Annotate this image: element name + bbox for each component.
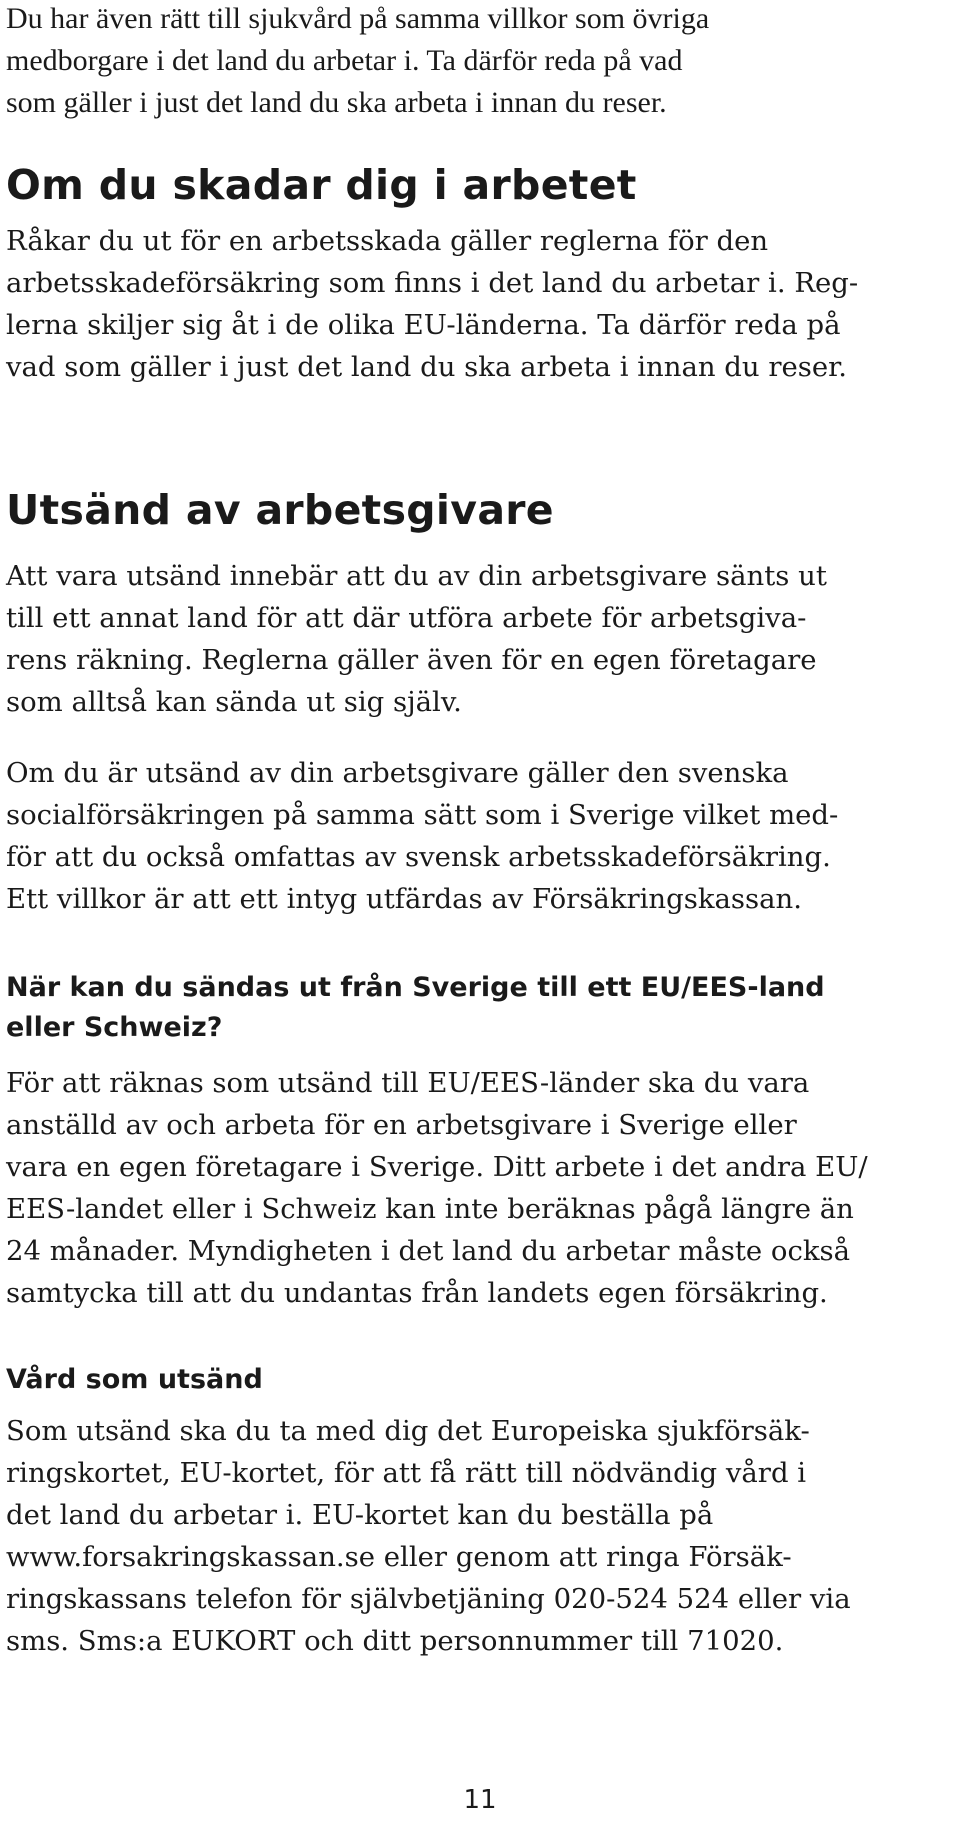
when-paragraph [6,1062,868,1314]
when-line: EES-landet eller i Schweiz kan inte beräknas pågå längre än [6,1193,854,1225]
care-paragraph [6,1410,851,1662]
care-heading: Vård som utsänd [6,1364,263,1395]
when-heading-line: När kan du sändas ut från Sverige till ett EU/EES-land [6,972,825,1003]
intro-line: Du har även rätt till sjukvård på samma villkor som övriga [6,2,710,35]
posted-line: till ett annat land för att där utföra arbete för arbetsgiva- [6,602,807,634]
posted-line: som alltså kan sända ut sig själv. [6,686,462,718]
posted-line: Ett villkor är att ett intyg utfärdas av Försäkringskassan. [6,883,802,915]
injury-line: arbetsskadeförsäkring som finns i det land du arbetar i. Reg- [6,267,859,299]
posted-line: socialförsäkringen på samma sätt som i Sverige vilket med- [6,799,839,831]
posted-heading: Utsänd av arbetsgivare [6,486,554,534]
posted-line: rens räkning. Reglerna gäller även för en egen företagare [6,644,817,676]
posted-paragraph-2 [6,752,838,920]
when-line: För att räknas som utsänd till EU/EES-länder ska du vara [6,1067,810,1099]
injury-line: lerna skiljer sig åt i de olika EU-länderna. Ta därför reda på [6,309,841,341]
when-line: anställd av och arbeta för en arbetsgivare i Sverige eller [6,1109,797,1141]
intro-paragraph [6,0,709,124]
injury-paragraph [6,220,858,388]
care-line: sms. Sms:a EUKORT och ditt personnummer till 71020. [6,1625,784,1657]
care-line: Som utsänd ska du ta med dig det Europeiska sjukförsäk- [6,1415,810,1447]
when-heading-line: eller Schweiz? [6,1012,223,1043]
when-line: 24 månader. Myndigheten i det land du arbetar måste också [6,1235,851,1267]
injury-heading: Om du skadar dig i arbetet [6,161,637,209]
when-heading [6,968,825,1048]
posted-line: Om du är utsänd av din arbetsgivare gäller den svenska [6,757,789,789]
care-line: ringskassans telefon för självbetjäning 020-524 524 eller via [6,1583,851,1615]
care-line: det land du arbetar i. EU-kortet kan du beställa på [6,1499,714,1531]
posted-paragraph-1 [6,555,827,723]
care-line: www.forsakringskassan.se eller genom att ringa Försäk- [6,1541,792,1573]
intro-line: medborgare i det land du arbetar i. Ta därför reda på vad [6,44,683,77]
page-number: 11 [463,1785,497,1815]
care-line: ringskortet, EU-kortet, för att få rätt till nödvändig vård i [6,1457,807,1489]
posted-line: för att du också omfattas av svensk arbetsskadeförsäkring. [6,841,831,873]
intro-line: som gäller i just det land du ska arbeta i innan du reser. [6,86,667,119]
injury-line: vad som gäller i just det land du ska arbeta i innan du reser. [6,351,848,383]
posted-line: Att vara utsänd innebär att du av din arbetsgivare sänts ut [6,560,827,592]
when-line: samtycka till att du undantas från landets egen försäkring. [6,1277,828,1309]
injury-line: Råkar du ut för en arbetsskada gäller reglerna för den [6,225,769,257]
when-line: vara en egen företagare i Sverige. Ditt arbete i det andra EU/ [6,1151,868,1183]
